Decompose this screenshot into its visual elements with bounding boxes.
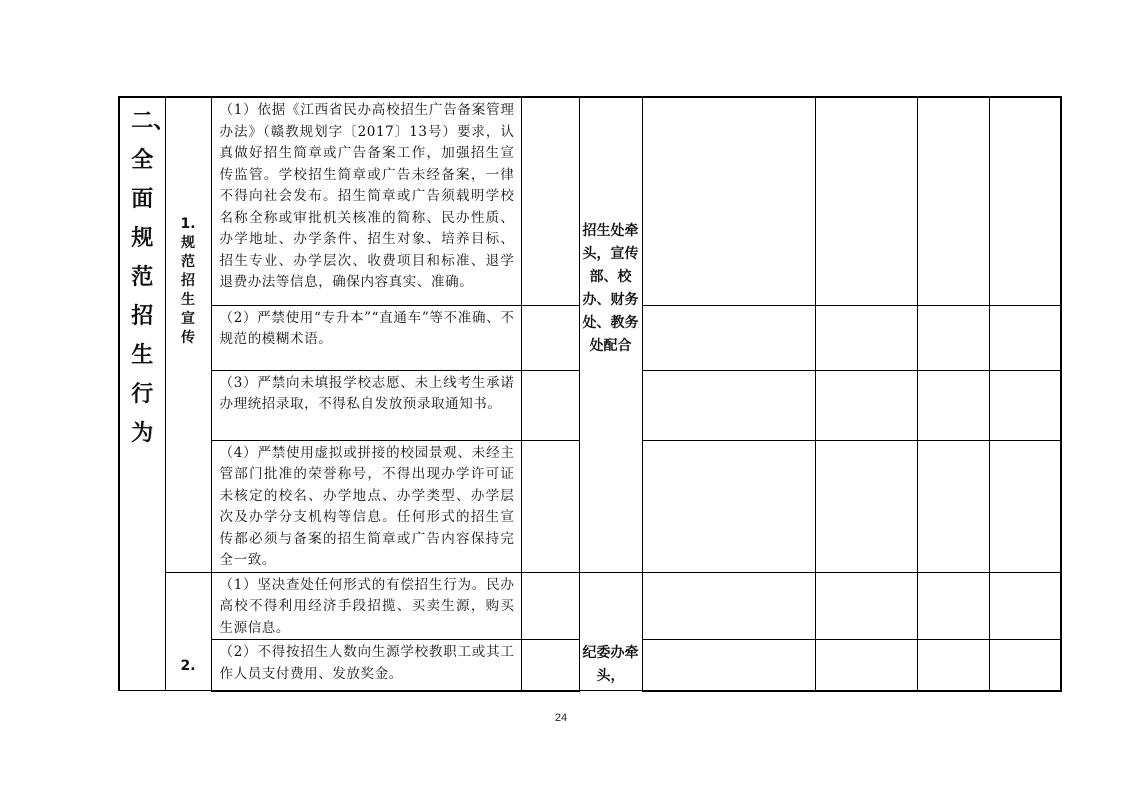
blank-cell [917, 572, 989, 640]
blank-cell [521, 640, 579, 691]
page-number: 24 [554, 712, 568, 724]
blank-cell [642, 370, 815, 440]
item-1-requirement-2: （2）严禁使用“专升本”“直通车”等不准确、不规范的模糊术语。 [219, 309, 515, 347]
item-1-title: 规范招生宣传 [181, 234, 195, 346]
blank-cell [815, 572, 917, 640]
item-1-number: 1. [180, 215, 196, 232]
requirement-cell [211, 640, 521, 691]
blank-cell [521, 97, 579, 305]
item-2-department: 纪委办牵头， [582, 645, 639, 684]
blank-cell [642, 305, 815, 370]
item-2-requirement-2: （2）不得按招生人数向生源学校教职工或其工作人员支付费用、发放奖金。 [219, 644, 515, 682]
item-2-requirement-1: （1）坚决查处任何形式的有偿招生行为。民办高校不得利用经济手段招揽、买卖生源，购买生源信息。 [219, 576, 515, 636]
section-cell [119, 97, 176, 691]
blank-cell [815, 440, 917, 572]
blank-cell [642, 640, 815, 691]
requirement-cell [211, 305, 521, 370]
table-row [119, 572, 1061, 640]
requirement-cell [211, 97, 521, 305]
blank-cell [521, 370, 579, 440]
item-2-department-cell [579, 572, 642, 691]
blank-cell [815, 640, 917, 691]
blank-cell [917, 370, 989, 440]
blank-cell [917, 440, 989, 572]
item-1-department-cell [579, 97, 642, 572]
blank-cell [521, 305, 579, 370]
blank-cell [989, 640, 1061, 691]
blank-cell [989, 440, 1061, 572]
blank-cell [989, 97, 1061, 305]
blank-cell [989, 572, 1061, 640]
requirement-cell [211, 572, 521, 640]
blank-cell [815, 97, 917, 305]
item-1-department: 招生处牵头，宣传部、校办、财务处、教务处配合 [582, 223, 639, 354]
section-title: 二、全面规范招生行为 [131, 109, 176, 446]
blank-cell [521, 572, 579, 640]
blank-cell [642, 572, 815, 640]
blank-cell [989, 305, 1061, 370]
blank-cell [642, 440, 815, 572]
item-1-requirement-1: （1）依据《江西省民办高校招生广告备案管理办法》（赣教规划字〔2017〕13号）要求，认真做好招生简章或广告备案工作，加强招生宣传监管。学校招生简章或广告未经备案，一律不得向社会发布。招生简章或广告须载明学校名称全称或审批机关核准的简称、民办性质、办学地址、办学条件、招生对象、培养目标、招生专业、办学层次、收费项目和标准、退学退费办法等信息，确保内容真实、准确。 [219, 102, 515, 290]
item-2-number: 2. [180, 658, 196, 674]
blank-cell [989, 370, 1061, 440]
requirement-cell [211, 370, 521, 440]
blank-cell [815, 370, 917, 440]
requirement-cell [211, 440, 521, 572]
blank-cell [917, 305, 989, 370]
item-1-cell [165, 97, 211, 572]
blank-cell [917, 640, 989, 691]
blank-cell [917, 97, 989, 305]
blank-cell [642, 97, 815, 305]
rectification-table [118, 96, 1062, 692]
table-row [119, 97, 1061, 305]
item-2-cell [165, 572, 211, 691]
item-1-requirement-4: （4）严禁使用虚拟或拼接的校园景观、未经主管部门批准的荣誉称号，不得出现办学许可证未核定的校名、办学地点、办学类型、办学层次及办学分支机构等信息。任何形式的招生宣传都必须与备案的招生简章或广告内容保持完全一致。 [219, 444, 515, 568]
blank-cell [521, 440, 579, 572]
item-1-requirement-3: （3）严禁向未填报学校志愿、未上线考生承诺办理统招录取，不得私自发放预录取通知书。 [219, 374, 515, 412]
blank-cell [815, 305, 917, 370]
